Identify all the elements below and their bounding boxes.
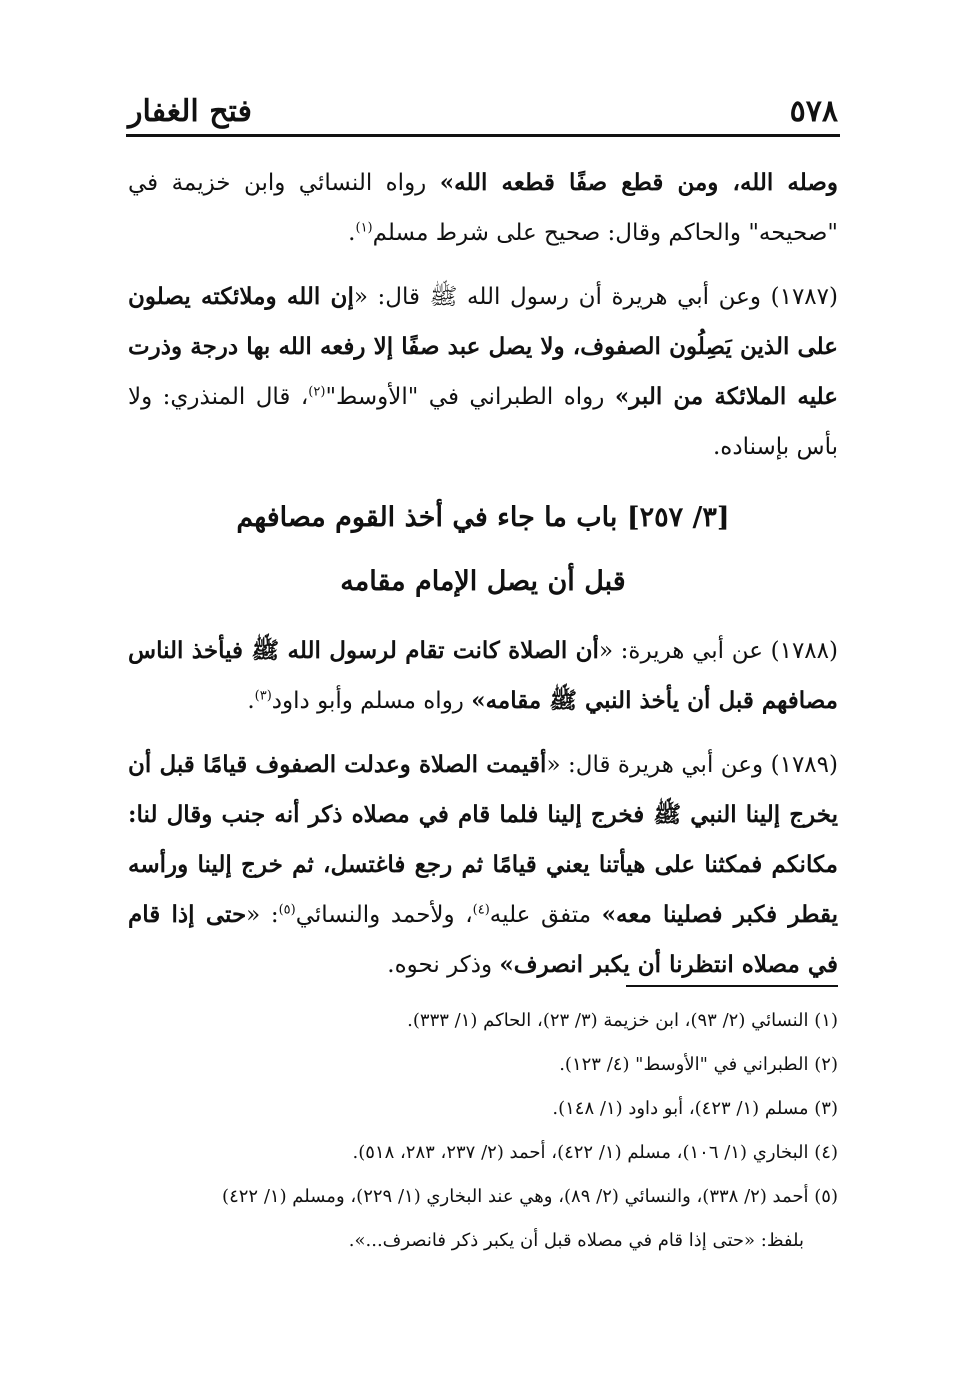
hadith-quote: وصله الله، ومن قطع صفًا قطعه الله» xyxy=(439,169,838,196)
footnote-5-continuation: بلفظ: «حتى إذا قام في مصلاه قبل أن يكبر ذكر فانصرف...». xyxy=(348,1230,804,1251)
hadith-quote: أن الصلاة كانت تقام لرسول الله ﷺ فيأخذ الناس مصافهم قبل أن يأخذ النبي ﷺ مقامه» xyxy=(128,637,838,714)
main-text xyxy=(128,158,838,1004)
footnote-marker: (١) xyxy=(355,220,373,236)
hadith-source: رواه النسائي وابن خزيمة في "صحيحه" والحاكم وقال: صحيح على شرط مسلم xyxy=(128,170,838,246)
text-end: . xyxy=(348,220,356,246)
page-number: ٥٧٨ xyxy=(789,94,838,129)
hadith-1789 xyxy=(128,740,838,990)
header-rule xyxy=(126,134,840,137)
footnote-separator xyxy=(626,985,838,987)
footnotes xyxy=(128,1002,838,1266)
hadith-1788 xyxy=(128,626,838,726)
hadith-intro: : « xyxy=(246,902,279,928)
chapter-heading-line-1: [٣/ ٢٥٧] باب ما جاء في أخذ القوم مصافهم xyxy=(236,502,730,533)
hadith-source: رواه مسلم وأبو داود xyxy=(271,688,472,714)
hadith-source: متفق عليه xyxy=(489,902,602,928)
footnote-1: (١) النسائي (٢/ ٩٣)، ابن خزيمة (٣/ ٢٣)، الحاكم (١/ ٣٣٣). xyxy=(407,1010,838,1031)
hadith-source: ، ولأحمد والنسائي xyxy=(295,902,473,928)
hadith-intro: (١٧٨٨) عن أبي هريرة: « xyxy=(598,638,838,664)
hadith-quote: إن الله وملائكته يصلون على الذين يَصِلُون الصفوف، ولا يصل عبد صفًا إلا رفعه الله بها درجة وذرت عليه الملائكة من البر» xyxy=(128,283,838,410)
page-header xyxy=(128,84,838,130)
footnote-5: (٥) أحمد (٢/ ٣٣٨)، والنسائي (٢/ ٨٩)، وهي عند البخاري (١/ ٢٢٩)، ومسلم (١/ ٤٢٢) xyxy=(222,1186,838,1207)
footnote-marker: (٤) xyxy=(472,902,490,918)
chapter-heading-line-2: قبل أن يصل الإمام مقامه xyxy=(340,566,626,597)
hadith-source: رواه الطبراني في "الأوسط" xyxy=(325,384,615,410)
hadith-1787 xyxy=(128,272,838,472)
hadith-quote: حتى إذا قام في مصلاه انتظرنا أن يكبر انصرف» xyxy=(128,901,838,978)
running-title: فتح الغفار xyxy=(128,94,252,129)
paragraph-continuation xyxy=(128,158,838,258)
footnote-marker: (٥) xyxy=(278,902,296,918)
footnote-3: (٣) مسلم (١/ ٤٢٣)، أبو داود (١/ ١٤٨). xyxy=(552,1098,838,1119)
hadith-quote: أقيمت الصلاة وعدلت الصفوف قيامًا قبل أن يخرج إلينا النبي ﷺ فخرج إلينا فلما قام في مصلاه ذكر أنه جنب وقال لنا: مكانكم فمكثنا على هيأتنا يعني قيامًا ثم رجع فاغتسل، ثم خرج إلينا ورأسه يقطر فكبر فصلينا معه» xyxy=(128,751,838,928)
text-end: وذكر نحوه. xyxy=(387,952,500,978)
text-end: ، قال المنذري: ولا بأس بإسناده. xyxy=(128,384,838,460)
hadith-intro: (١٧٨٧) وعن أبي هريرة أن رسول الله ﷺ قال: « xyxy=(353,284,838,310)
footnote-4: (٤) البخاري (١/ ١٠٦)، مسلم (١/ ٤٢٢)، أحمد (٢/ ٢٣٧، ٢٨٣، ٥١٨). xyxy=(352,1142,838,1163)
hadith-intro: (١٧٨٩) وعن أبي هريرة قال: « xyxy=(546,752,838,778)
footnote-2: (٢) الطبراني في "الأوسط" (٤/ ١٢٣). xyxy=(559,1054,838,1075)
footnote-marker: (٣) xyxy=(254,688,272,704)
footnote-marker: (٢) xyxy=(308,384,326,400)
text-end: . xyxy=(247,688,255,714)
chapter-heading xyxy=(128,486,838,614)
